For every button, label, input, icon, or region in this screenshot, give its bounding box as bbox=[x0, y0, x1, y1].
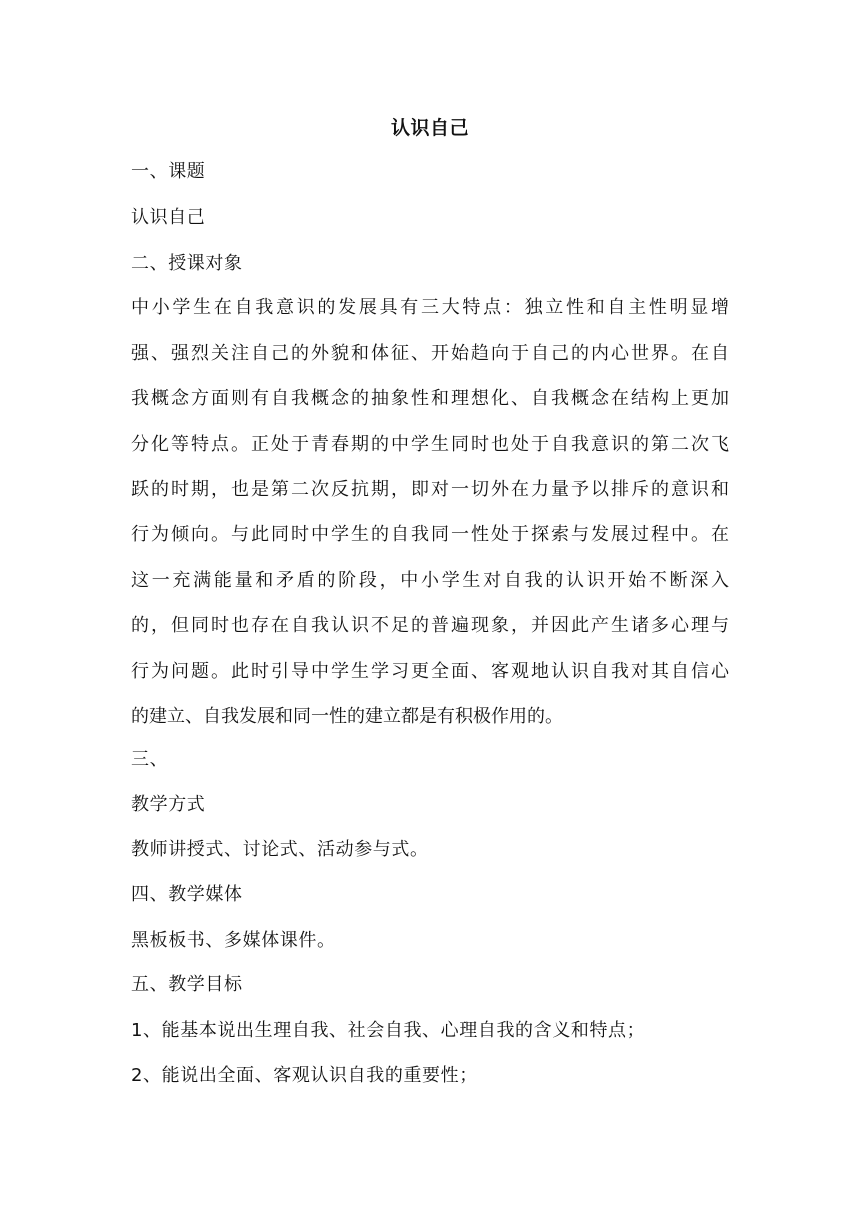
goal-item: 2、能说出全面、客观认识自我的重要性； bbox=[131, 1065, 478, 1086]
paragraph-line: 行为问题。此时引导中学生学习更全面、客观地认识自我对其自信心 bbox=[131, 661, 729, 682]
paragraph-line: 这一充满能量和矛盾的阶段，中小学生对自我的认识开始不断深入 bbox=[131, 570, 729, 591]
section-heading-method-number: 三、 bbox=[131, 749, 169, 770]
section-heading-media: 四、教学媒体 bbox=[131, 884, 243, 905]
document-title: 认识自己 bbox=[390, 117, 469, 139]
section-heading-topic: 一、课题 bbox=[131, 161, 206, 182]
section-heading-audience: 二、授课对象 bbox=[131, 253, 243, 274]
paragraph-line: 强、强烈关注自己的外貌和体征、开始趋向于自己的内心世界。在自 bbox=[131, 343, 729, 364]
section-body-topic: 认识自己 bbox=[131, 207, 206, 228]
paragraph-line: 的建立、自我发展和同一性的建立都是有积极作用的。 bbox=[131, 706, 563, 727]
paragraph-line: 行为倾向。与此同时中学生的自我同一性处于探索与发展过程中。在 bbox=[131, 524, 729, 545]
section-body-method: 教师讲授式、讨论式、活动参与式。 bbox=[131, 839, 429, 860]
paragraph-line: 跃的时期，也是第二次反抗期，即对一切外在力量予以排斥的意识和 bbox=[131, 479, 729, 500]
paragraph-line: 分化等特点。正处于青春期的中学生同时也处于自我意识的第二次飞 bbox=[131, 434, 729, 455]
section-heading-method: 教学方式 bbox=[131, 794, 206, 815]
section-body-media: 黑板板书、多媒体课件。 bbox=[131, 930, 336, 951]
paragraph-line: 中小学生在自我意识的发展具有三大特点：独立性和自主性明显增 bbox=[131, 297, 729, 318]
section-heading-goals: 五、教学目标 bbox=[131, 974, 243, 995]
paragraph-line: 我概念方面则有自我概念的抽象性和理想化、自我概念在结构上更加 bbox=[131, 388, 729, 409]
paragraph-line: 的，但同时也存在自我认识不足的普遍现象，并因此产生诸多心理与 bbox=[131, 615, 729, 636]
goal-item: 1、能基本说出生理自我、社会自我、心理自我的含义和特点； bbox=[131, 1020, 646, 1041]
